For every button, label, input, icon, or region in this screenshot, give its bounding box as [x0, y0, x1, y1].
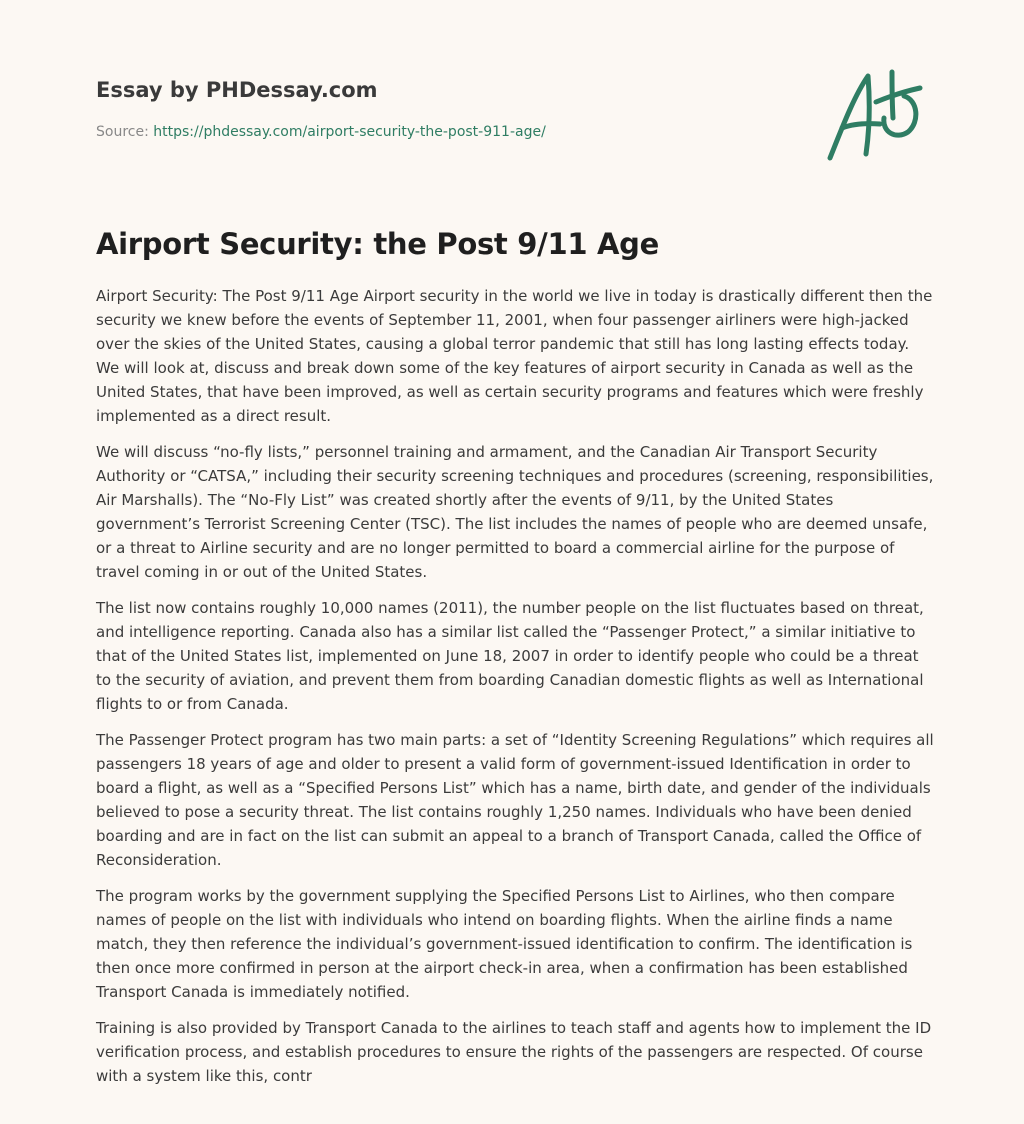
essay-title: Airport Security: the Post 9/11 Age [96, 227, 659, 261]
essay-paragraph: The Passenger Protect program has two main parts: a set of “Identity Screening Regulations” which requires all passengers 18 years of age and older to present a valid form of government-issued Identification in order to board a flight, as well as a “Specified Persons List” which has a name, birth date, and gender of the individuals believed to pose a security threat. The list contains roughly 1,250 names. Individuals who have been denied boarding and are in fact on the list can submit an appeal to a branch of Transport Canada, called the Office of Reconsideration. [96, 731, 934, 869]
essay-body [96, 284, 934, 1100]
essay-paragraph: The list now contains roughly 10,000 names (2011), the number people on the list fluctuates based on threat, and intelligence reporting. Canada also has a similar list called the “Passenger Protect,” a similar initiative to that of the United States list, implemented on June 18, 2007 in order to identify people who could be a threat to the security of aviation, and prevent them from boarding Canadian domestic flights as well as International flights to or from Canada. [96, 599, 924, 713]
a-plus-logo-icon [820, 66, 930, 166]
essay-paragraph: We will discuss “no-fly lists,” personnel training and armament, and the Canadian Air Transport Security Authority or “CATSA,” including their security screening techniques and procedures (screening, responsibilities, Air Marshalls). The “No-Fly List” was created shortly after the events of 9/11, by the United States government’s Terrorist Screening Center (TSC). The list includes the names of people who are deemed unsafe, or a threat to Airline security and are no longer permitted to board a commercial airline for the purpose of travel coming in or out of the United States. [96, 443, 934, 581]
site-brand: Essay by PHDessay.com [96, 78, 378, 102]
essay-paragraph: Airport Security: The Post 9/11 Age Airport security in the world we live in today is drastically different then the security we knew before the events of September 11, 2001, when four passenger airliners were high-jacked over the skies of the United States, causing a global terror pandemic that still has long lasting effects today. We will look at, discuss and break down some of the key features of airport security in Canada as well as the United States, that have been improved, as well as certain security programs and features which were freshly implemented as a direct result. [96, 287, 933, 425]
source-link[interactable]: https://phdessay.com/airport-security-the-post-911-age/ [153, 124, 546, 140]
page-header [96, 76, 546, 142]
source-label: Source: [96, 124, 154, 140]
essay-paragraph: Training is also provided by Transport Canada to the airlines to teach staff and agents how to implement the ID verification process, and establish procedures to ensure the rights of the passengers are respected. Of course with a system like this, contr [96, 1019, 932, 1085]
source-line [96, 122, 546, 142]
essay-paragraph: The program works by the government supplying the Specified Persons List to Airlines, who then compare names of people on the list with individuals who intend on boarding flights. When the airline finds a name match, they then reference the individual’s government-issued identification to confirm. The identification is then once more confirmed in person at the airport check-in area, when a confirmation has been established Transport Canada is immediately notified. [96, 887, 913, 1001]
